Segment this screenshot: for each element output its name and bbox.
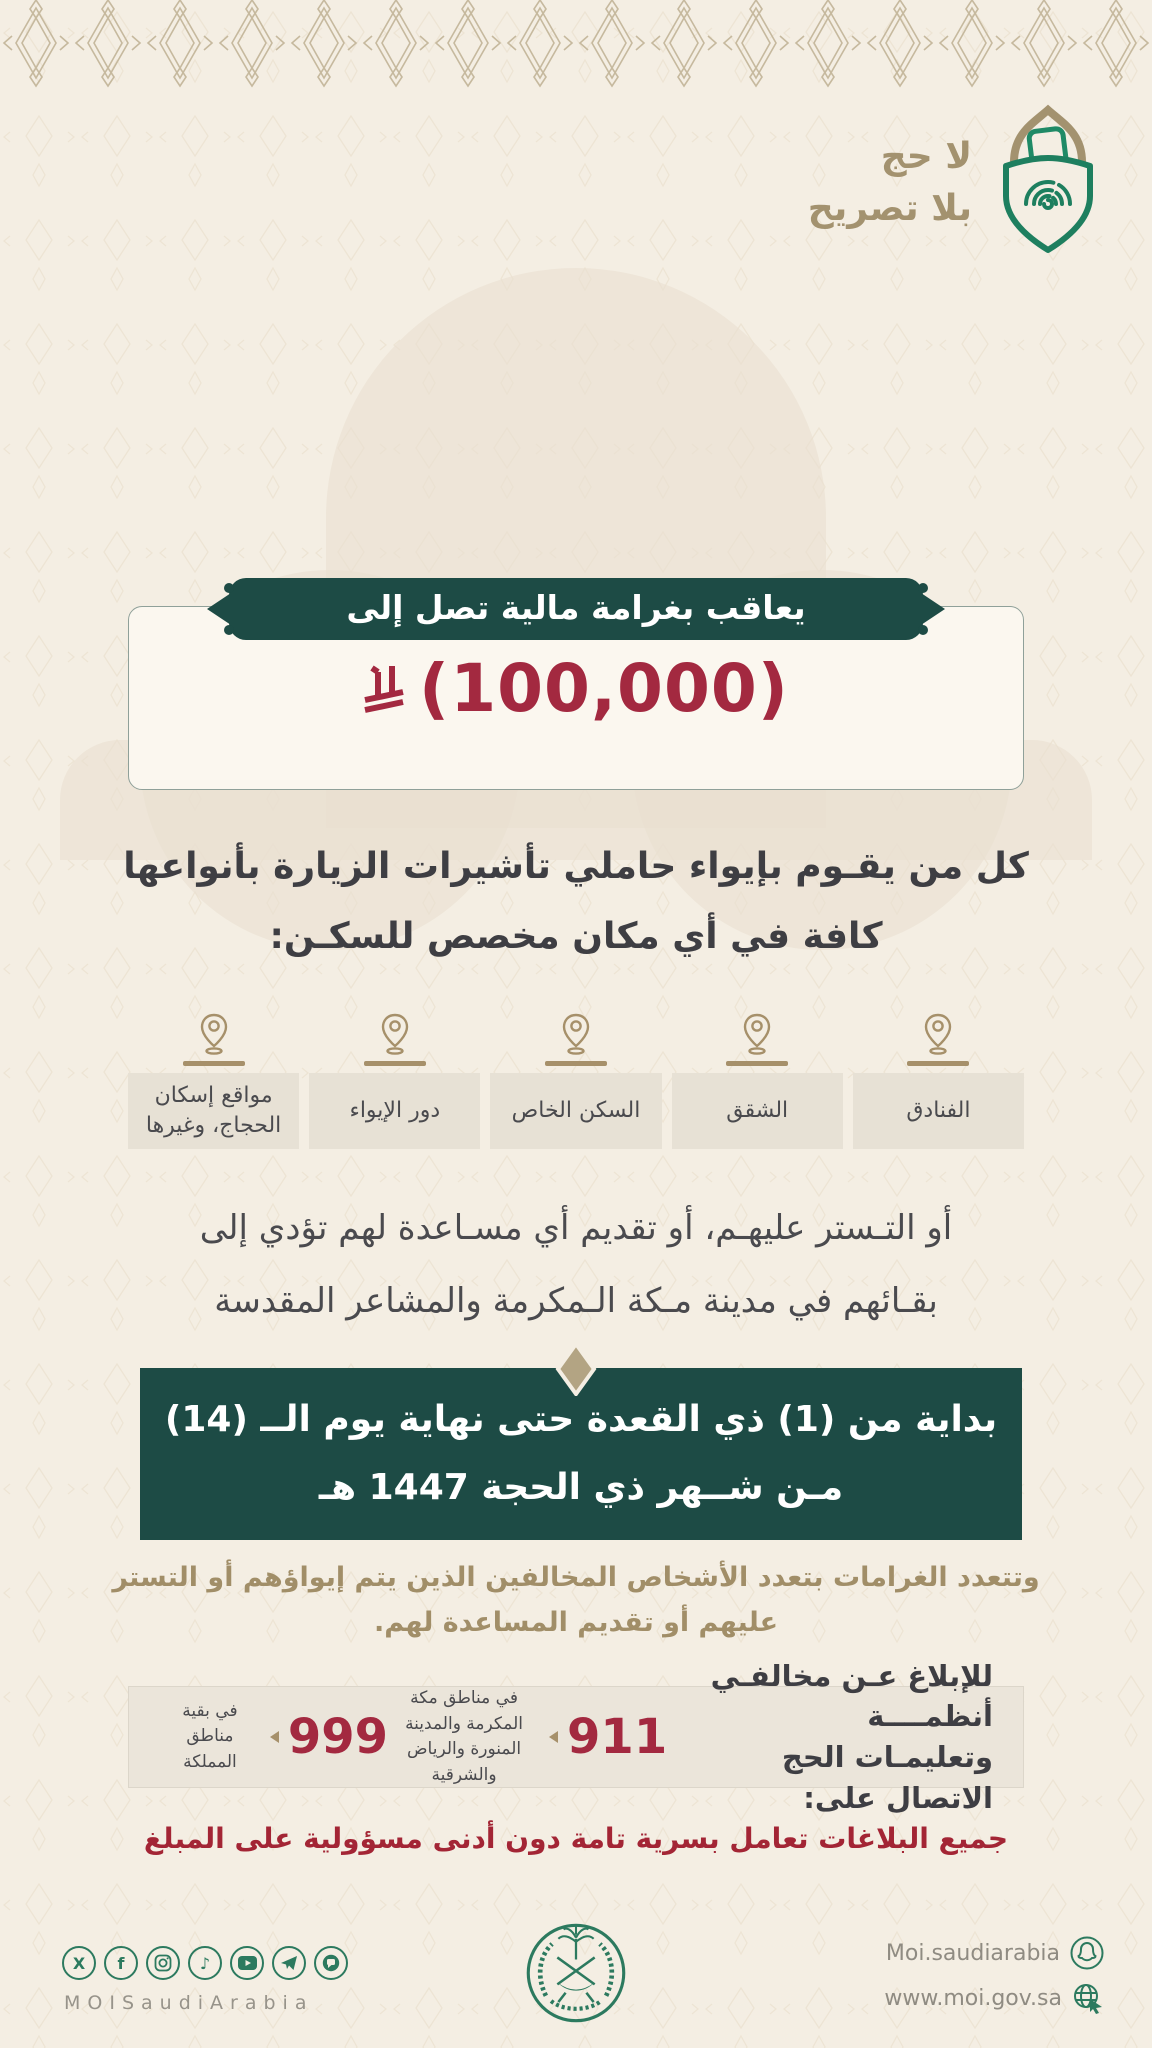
map-pin-icon (195, 1012, 233, 1056)
fine-amount-row (0, 650, 1152, 727)
category-label: الشقق (672, 1073, 843, 1149)
pin-underline (726, 1061, 788, 1066)
pin-underline (907, 1061, 969, 1066)
saudi-riyal-symbol-icon (363, 664, 405, 714)
map-pin-icon (738, 1012, 776, 1056)
tiktok-icon[interactable]: ♪ (188, 1946, 222, 1980)
category-shelters (309, 1012, 480, 1149)
arrow-left-icon (270, 1731, 279, 1743)
category-label: دور الإيواء (309, 1073, 480, 1149)
hotline-911-regions-line2: المنورة والرياض والشرقية (406, 1739, 522, 1785)
confidentiality-note: جميع البلاغات تعامل بسرية تامة دون أدنى مسؤولية على المبلغ (143, 1822, 1009, 1855)
globe-cursor-icon (1072, 1982, 1104, 2014)
category-label: الفنادق (853, 1073, 1024, 1149)
website-url: www.moi.gov.sa (884, 1985, 1062, 2011)
hotline-999-regions-line1: في بقية مناطق المملكة (182, 1700, 238, 1772)
map-pin-icon (919, 1012, 957, 1056)
multiple-fines-note (76, 1556, 1076, 1645)
diamond-ornament-icon (554, 1342, 598, 1396)
category-private-housing (490, 1012, 661, 1149)
campaign-logo (808, 104, 1108, 262)
note-line2: عليهم أو تقديم المساعدة لهم. (373, 1606, 779, 1638)
housing-categories (128, 1012, 1024, 1149)
telegram-icon[interactable] (272, 1946, 306, 1980)
secondary-line1: أو التـستر عليهـم، أو تقديم أي مسـاعدة لهم تؤدي إلى (199, 1208, 953, 1248)
website-row[interactable] (884, 1982, 1104, 2014)
hotline-999-number: 999 (287, 1709, 389, 1765)
intro-paragraph (76, 832, 1076, 972)
instagram-icon[interactable] (146, 1946, 180, 1980)
penalty-banner-label: يعاقب بغرامة مالية تصل إلى (346, 587, 806, 627)
report-label-line2: وتعليمـات الحج الاتصال على: (781, 1740, 993, 1815)
pin-underline (183, 1061, 245, 1066)
period-line2: مـن شــهر ذي الحجة 1447 هـ (318, 1467, 844, 1508)
campaign-title (808, 131, 972, 235)
footer-links (884, 1936, 1104, 2014)
hotline-911-number: 911 (567, 1709, 668, 1765)
category-label: السكن الخاص (490, 1073, 661, 1149)
secondary-line2: بقـائهم في مدينة مـكة الـمكرمة والمشاعر المقدسة (214, 1281, 938, 1322)
hotline-911 (388, 1686, 667, 1788)
category-apartments (672, 1012, 843, 1149)
hotline-911-regions-line1: في مناطق مكة المكرمة والمدينة (405, 1688, 524, 1734)
category-pilgrim-housing (128, 1012, 299, 1149)
campaign-title-line2: بلا تصريح (807, 188, 972, 229)
snapchat-row[interactable] (884, 1936, 1104, 1970)
intro-line1: كل من يقـوم بإيواء حاملي تأشيرات الزيارة بأنواعها (123, 846, 1029, 887)
arrow-left-icon (549, 1731, 558, 1743)
social-handle-text: MOISaudiArabia (64, 1992, 314, 2014)
moi-emblem (524, 1918, 628, 2028)
fine-amount-value: (100,000) (419, 650, 789, 727)
campaign-title-line1: لا حج (880, 135, 972, 177)
facebook-icon[interactable]: f (104, 1946, 138, 1980)
youtube-icon[interactable] (230, 1946, 264, 1980)
x-icon[interactable]: X (62, 1946, 96, 1980)
intro-line2: كافة في أي مكان مخصص للسكـن: (269, 916, 883, 958)
snapchat-icon (1070, 1936, 1104, 1970)
map-pin-icon (557, 1012, 595, 1056)
map-pin-icon (376, 1012, 414, 1056)
report-label (667, 1656, 993, 1818)
report-label-line1: للإبلاغ عـن مخالفـي أنظمــــة (710, 1658, 993, 1734)
secondary-paragraph (76, 1192, 1076, 1338)
hotline-999 (159, 1699, 388, 1776)
penalty-banner (205, 576, 947, 642)
hotline-911-regions (388, 1686, 540, 1788)
chat-app-icon[interactable] (314, 1946, 348, 1980)
period-line1: بداية من (1) ذي القعدة حتى نهاية يوم الــ (14) (164, 1398, 998, 1440)
note-line1: وتتعدد الغرامات بتعدد الأشخاص المخالفين الذين يتم إيواؤهم أو التستر (112, 1562, 1040, 1593)
hotline-999-regions (159, 1699, 261, 1776)
report-hotlines-bar (128, 1658, 1024, 1815)
category-label: مواقع إسكان الحجاج، وغيرها (128, 1073, 299, 1149)
category-hotels (853, 1012, 1024, 1149)
social-icons-row (62, 1946, 348, 1980)
pin-underline (545, 1061, 607, 1066)
pin-underline (364, 1061, 426, 1066)
permit-shield-icon (988, 104, 1108, 262)
snapchat-handle: Moi.saudiarabia (885, 1940, 1060, 1966)
